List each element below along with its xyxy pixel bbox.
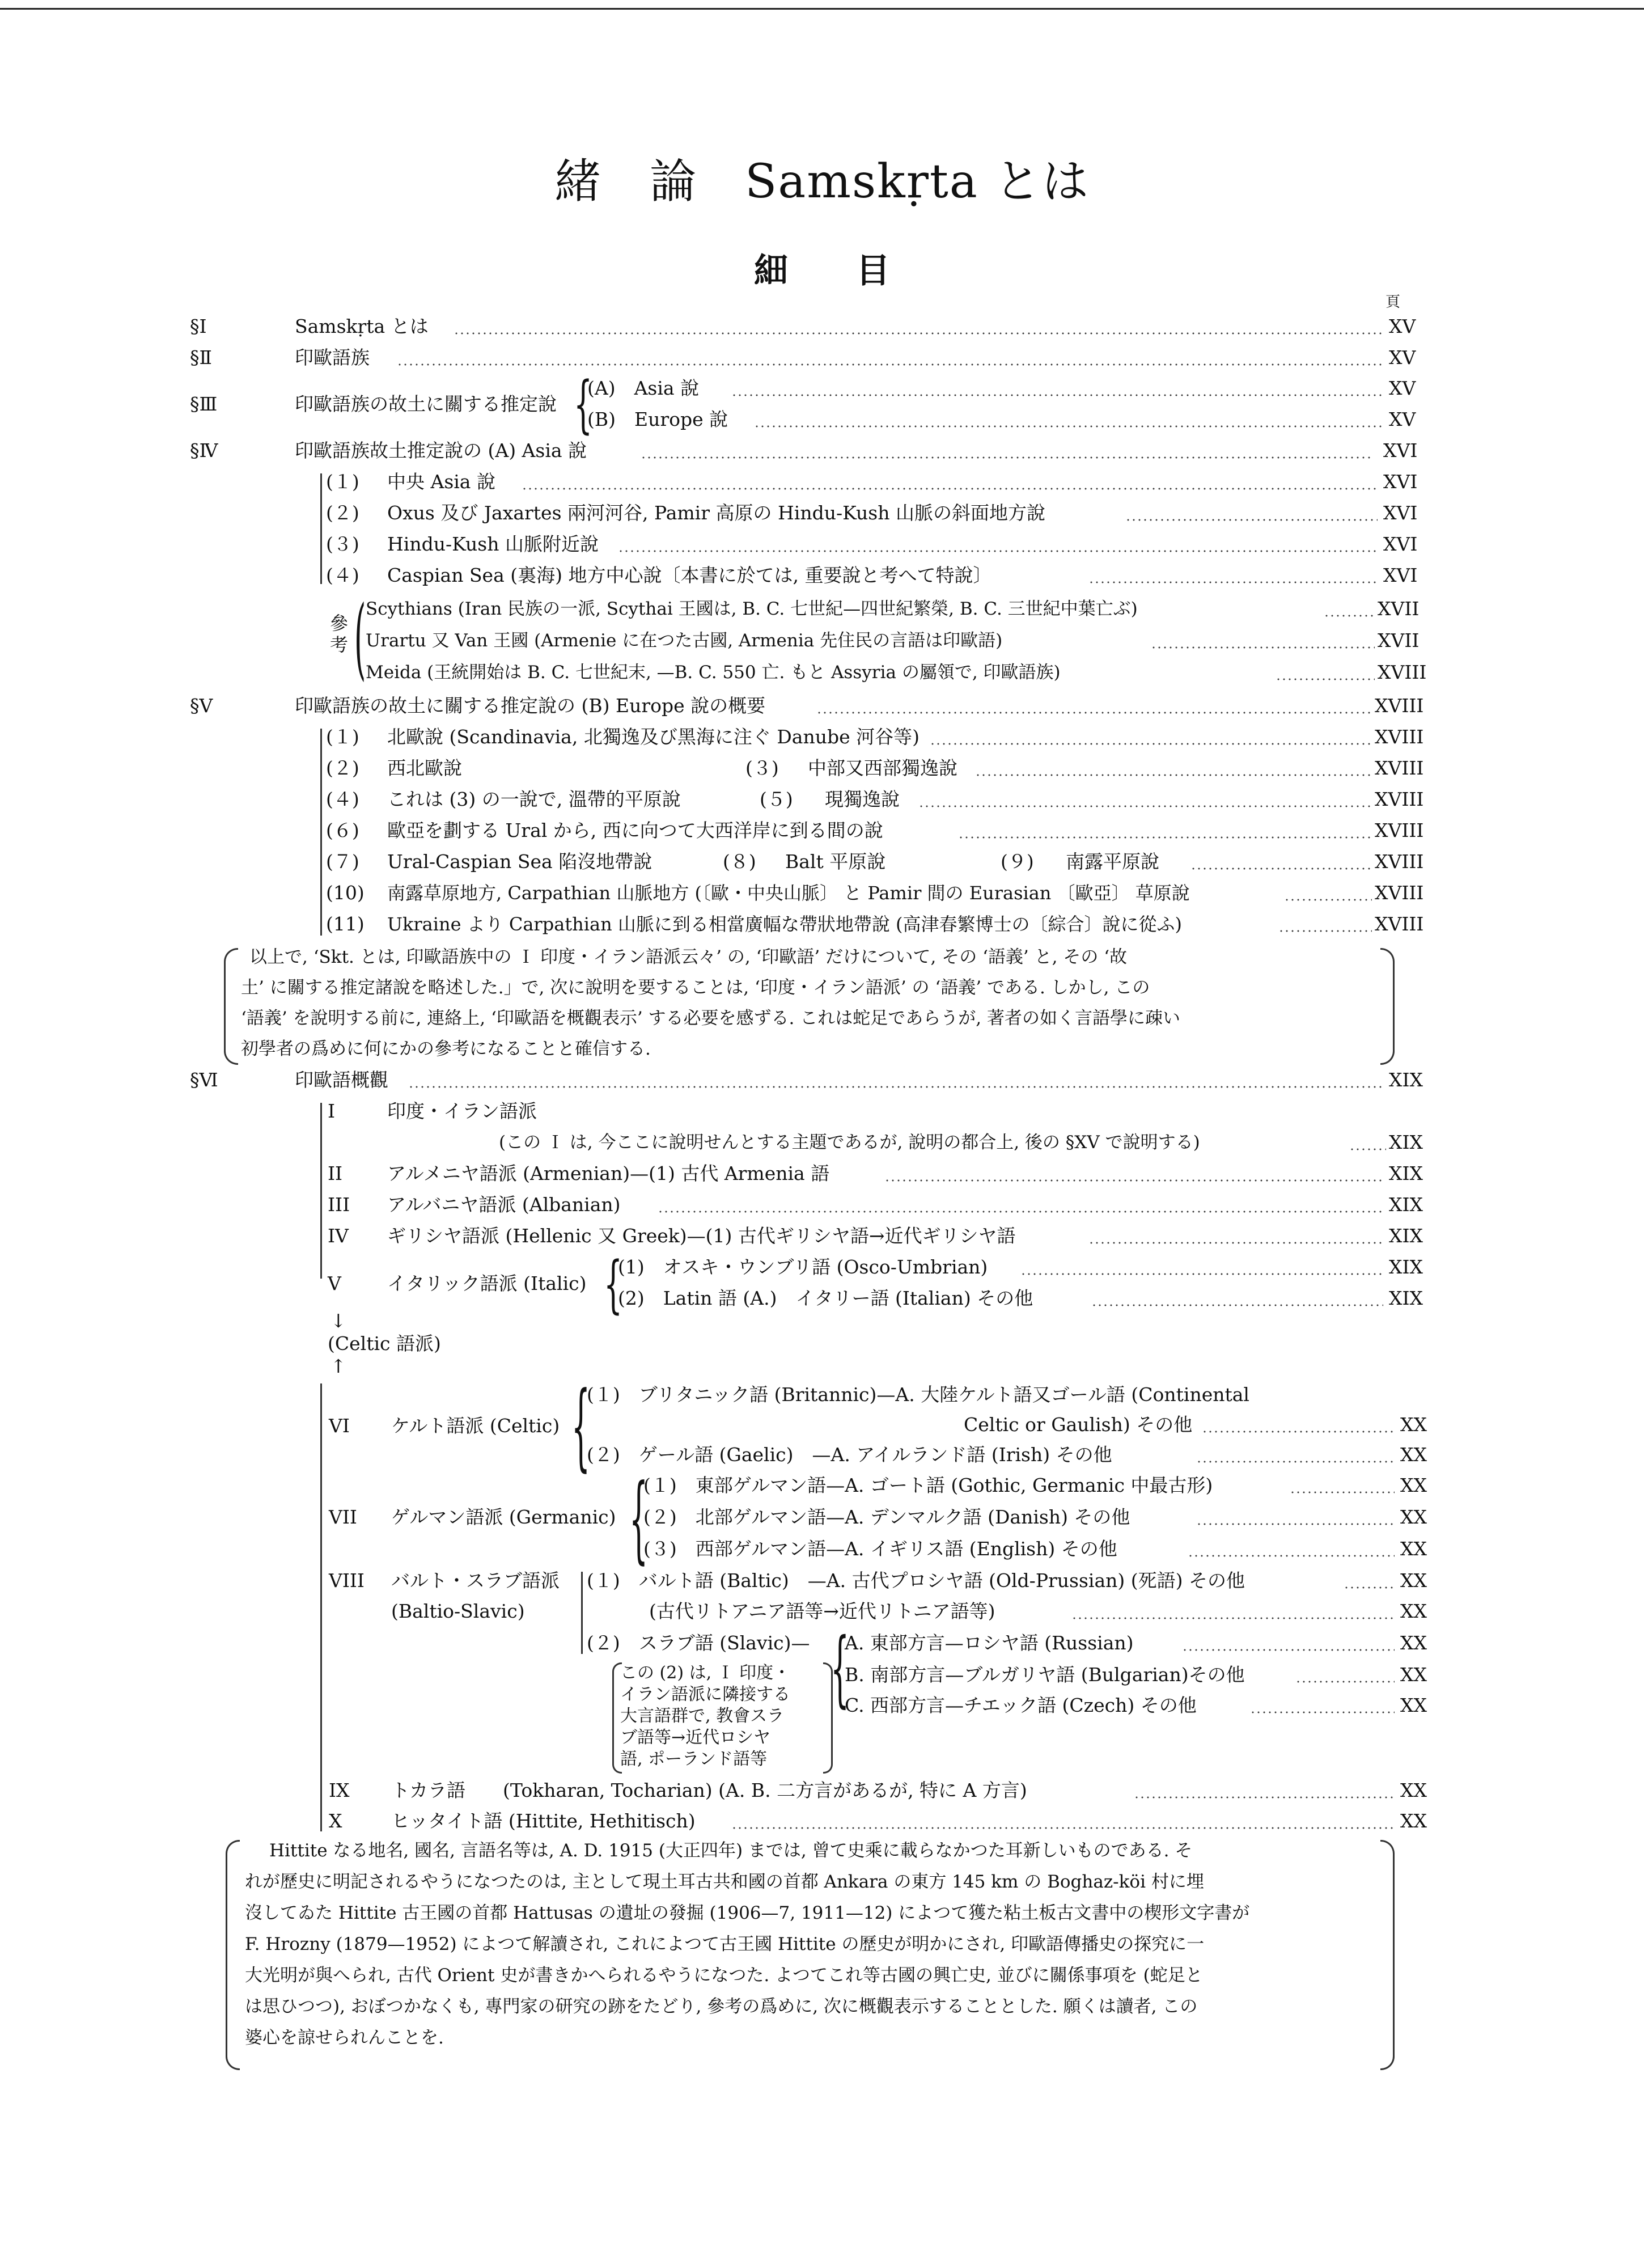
note-bracket-left — [224, 948, 238, 1065]
s5-item-page: XVIII — [1375, 819, 1424, 841]
leader-dots — [522, 488, 1378, 490]
s6-group-title: ケルト語派 (Celtic) — [391, 1415, 560, 1437]
s6-group-page: XX — [1400, 1810, 1427, 1832]
s6-group-page: XIX — [1389, 1225, 1423, 1247]
reference-label: 參考 — [329, 612, 348, 655]
leader-dots — [1196, 1461, 1395, 1463]
s6-subgroup-page: XX — [1400, 1600, 1427, 1622]
leader-dots — [1190, 868, 1372, 870]
brace: { — [831, 1622, 850, 1717]
section-6-page: XIX — [1389, 1069, 1423, 1091]
note-line: は思ひつつ), おぼつかなくも, 專門家の研究の跡をたどり, 參考の爲めに, 次に概觀表示することとした. 願くは讀者, この — [245, 1996, 1198, 2017]
s5-item-page: XVIII — [1375, 882, 1424, 904]
leader-dots — [1295, 1681, 1395, 1683]
s6-subgroup: (２) 北部ゲルマン語—A. デンマルク語 (Danish) その他 — [643, 1506, 1130, 1528]
s4-item-number: (４) — [326, 564, 359, 586]
section-4-number: §Ⅳ — [190, 439, 218, 462]
bracket-line — [320, 729, 322, 936]
s5-item-number: (11) — [326, 913, 365, 935]
section-2-number: §Ⅱ — [190, 346, 212, 369]
s5-item-text: 西北歐說 — [387, 757, 462, 779]
s6-dialect-page: XX — [1400, 1694, 1427, 1716]
leader-dots — [754, 425, 1383, 428]
s6-group-page: XIX — [1389, 1131, 1423, 1153]
s5-item-number: (10) — [326, 882, 365, 904]
arrow-up-icon: ↑ — [331, 1355, 346, 1377]
s6-subgroup-page: XX — [1400, 1538, 1427, 1560]
s5-item-text: 北歐說 (Scandinavia, 北獨逸及び黑海に注ぐ Danube 河谷等) — [387, 726, 920, 748]
s6-subgroup: (１) バルト語 (Baltic) —A. 古代プロシヤ語 (Old-Prussian) (死語) その他 — [587, 1569, 1245, 1592]
leader-dots — [1020, 1273, 1383, 1275]
s6-group-page: XIX — [1389, 1194, 1423, 1216]
section-1-page: XV — [1389, 315, 1416, 337]
s6-group-number: VIII — [329, 1569, 365, 1592]
s5-item-page: XVIII — [1375, 757, 1424, 779]
s6-group-title: アルバニヤ語派 (Albanian) — [387, 1194, 621, 1216]
s4-item-text: Oxus 及び Jaxartes 兩河河谷, Pamir 高原の Hindu-Kush 山脈の斜面地方說 — [387, 502, 1045, 524]
section-4-label: 印歐語族故土推定說の (A) Asia 說 — [295, 439, 587, 462]
s6-subgroup: (2) Latin 語 (A.) イタリー語 (Italian) その他 — [618, 1287, 1033, 1309]
s5-item-text: 現獨逸說 — [825, 788, 900, 810]
s6-subgroup-page: XIX — [1389, 1287, 1423, 1309]
section-2-label: 印歐語族 — [295, 346, 370, 369]
section-1-label: Samskṛta とは — [295, 315, 429, 337]
s5-item-number: (１) — [326, 726, 359, 748]
section-6-number: §Ⅵ — [190, 1069, 218, 1091]
leader-dots — [1196, 1523, 1395, 1525]
note-line: 土’ に關する推定諸說を略述した.」で, 次に說明を要することは, ‘印度・イラン語派’ の ‘語義’ である. しかし, この — [241, 978, 1150, 998]
section-2-page: XV — [1389, 346, 1416, 369]
s6-subgroup-page: XX — [1400, 1444, 1427, 1466]
s6-dialect: B. 南部方言—ブルガリヤ語 (Bulgarian)その他 — [845, 1664, 1245, 1686]
s6-group-title: ギリシヤ語派 (Hellenic 又 Greek)—(1) 古代ギリシヤ語→近代ギリシヤ語 — [387, 1225, 1016, 1247]
s4-item-page: XVI — [1383, 471, 1418, 493]
note-line: 婆心を諒せられんことを. — [245, 2028, 444, 2048]
s4-item-page: XVI — [1383, 502, 1418, 524]
s6-dialect-page: XX — [1400, 1664, 1427, 1686]
s6-subgroup: (古代リトアニア語等→近代リトニア語等) — [649, 1600, 995, 1622]
reference-page: XVII — [1378, 598, 1420, 620]
s5-item-page: XVIII — [1375, 726, 1424, 748]
s5-item-text: 南露平原說 — [1066, 850, 1159, 873]
note-line: F. Hrozny (1879—1952) によつて解讀され, これによつて古王國 Hittite の歷史が明かにされ, 印歐語傳播史の探究に一 — [245, 1934, 1205, 1954]
note-line: 沒してゐた Hittite 古王國の首都 Hattusas の遺址の發掘 (1906—7, 1911—12) によつて獲た粘土板古文書中の楔形文字書が — [245, 1903, 1250, 1923]
brace: { — [604, 1249, 623, 1321]
s6-subgroup-page: XX — [1400, 1506, 1427, 1528]
leader-dots — [731, 1827, 1395, 1829]
s6-subgroup: (３) 西部ゲルマン語—A. イギリス語 (English) その他 — [643, 1538, 1117, 1560]
bracket-line — [320, 473, 322, 584]
s6-subgroup: (１) 東部ゲルマン語—A. ゴート語 (Gothic, Germanic 中最古形) — [643, 1474, 1213, 1496]
leader-dots — [1151, 646, 1375, 649]
s5-item-page: XVIII — [1375, 850, 1424, 873]
s5-item-text: 南露草原地方, Carpathian 山脈地方 (〔歐・中央山脈〕 と Pamir 間の Eurasian 〔歐亞〕 草原說 — [387, 882, 1190, 904]
celtic-note: (Celtic 語派) — [328, 1332, 441, 1355]
page-subtitle: 細 目 — [754, 251, 890, 291]
s6-group-title: ゲルマン語派 (Germanic) — [391, 1506, 616, 1528]
reference-item: Urartu 又 Van 王國 (Armenie に在つた古國, Armenia 先住民の言語は印歐語) — [366, 631, 1003, 651]
s5-item-number: (９) — [1001, 850, 1034, 873]
note-line: Hittite なる地名, 國名, 言語名等は, A. D. 1915 (大正四年) までは, 曾て史乘に載らなかつた耳新しいものである. そ — [269, 1840, 1193, 1861]
s6-group-note: (この Ｉ は, 今ここに說明せんとする主題であるが, 說明の都合上, 後の §XV で說明する) — [499, 1132, 1200, 1153]
brace: { — [629, 1466, 649, 1575]
s5-item-page: XVIII — [1375, 788, 1424, 810]
leader-dots — [1290, 1491, 1395, 1493]
s6-subgroup: (１) ブリタニック語 (Britannic)—A. 大陸ケルト語又ゴール語 (Continental — [587, 1383, 1249, 1406]
brace: ( — [354, 589, 366, 691]
s6-dialect: A. 東部方言—ロシヤ語 (Russian) — [845, 1632, 1134, 1654]
leader-dots — [930, 743, 1372, 745]
s6-group-title: アルメニヤ語派 (Armenian)—(1) 古代 Armenia 語 — [387, 1162, 830, 1184]
leader-dots — [641, 456, 1372, 459]
s4-item-page: XVI — [1383, 533, 1418, 555]
s6-subgroup-page: XX — [1400, 1569, 1427, 1592]
s4-item-text: Caspian Sea (裏海) 地方中心說〔本書に於ては, 重要說と考へて特說〕 — [387, 564, 992, 586]
side-note-bracket-right — [823, 1662, 833, 1774]
leader-dots — [1134, 1796, 1395, 1799]
s6-group-page: XIX — [1389, 1162, 1423, 1184]
s6-group-page: XX — [1400, 1779, 1427, 1801]
s6-group-title-en: (Baltio-Slavic) — [391, 1600, 525, 1622]
leader-dots — [1088, 1242, 1383, 1244]
s6-group-number: IV — [328, 1225, 349, 1247]
note-line: 以上で, ‘Skt. とは, 印歐語族中の Ｉ 印度・イラン語派云々’ の, ‘印歐語’ だけについて, その ‘語義’ と, その ‘故 — [249, 947, 1128, 967]
s4-item-page: XVI — [1383, 564, 1418, 586]
brace: { — [574, 369, 593, 441]
note-line: ‘語義’ を說明する前に, 連絡上, ‘印歐語を概觀表示’ する必要を感ずる. これは蛇足であらうが, 著者の如く言語學に疎い — [241, 1008, 1180, 1029]
note-bracket-right — [1380, 948, 1395, 1065]
leader-dots — [454, 332, 1383, 335]
s4-item-number: (１) — [326, 471, 359, 493]
side-note-line: この (2) は, Ｉ 印度・ — [620, 1663, 791, 1683]
s6-group-title: 印度・イラン語派 — [387, 1100, 537, 1122]
s4-item-number: (３) — [326, 533, 359, 555]
reference-page: XVIII — [1378, 661, 1427, 683]
leader-dots — [975, 774, 1372, 776]
leader-dots — [1091, 1304, 1383, 1306]
s6-subgroup-page: XX — [1400, 1414, 1427, 1436]
leader-dots — [1088, 581, 1378, 583]
leader-dots — [1182, 1649, 1395, 1651]
s5-item-number: (６) — [326, 819, 359, 841]
side-note-line: 語, ポーランド語等 — [620, 1749, 768, 1769]
s6-subgroup: (1) オスキ・ウンブリ語 (Osco-Umbrian) — [618, 1256, 988, 1278]
note-bracket-left — [226, 1840, 240, 2070]
s6-group-title: トカラ語 (Tokharan, Tocharian) (A. B. 二方言があるが, 特に A 方言) — [391, 1779, 1027, 1801]
s5-item-text: 中部又西部獨逸說 — [808, 757, 957, 779]
leader-dots — [731, 394, 1383, 396]
page-title: 緒 論 Samskṛta とは — [554, 155, 1090, 209]
section-6-label: 印歐語概觀 — [295, 1069, 388, 1091]
s5-item-text: 歐亞を劃する Ural から, 西に向つて大西洋岸に到る間の說 — [387, 819, 883, 841]
s5-item-page: XVIII — [1375, 913, 1424, 935]
s5-item-number: (２) — [326, 757, 359, 779]
s6-group-number: VI — [329, 1415, 350, 1437]
section-5-label: 印歐語族の故土に關する推定說の (B) Europe 說の概要 — [295, 695, 766, 717]
s6-group-number: II — [328, 1162, 343, 1184]
leader-dots — [1284, 899, 1372, 901]
bracket-line — [320, 1383, 322, 1831]
s4-item-number: (２) — [326, 502, 359, 524]
s6-group-number: III — [328, 1194, 350, 1216]
section-5-page: XVIII — [1375, 695, 1424, 717]
s6-group-number: V — [328, 1272, 341, 1294]
leader-dots — [397, 363, 1383, 366]
leader-dots — [1188, 1555, 1395, 1557]
s5-item-number: (７) — [326, 850, 359, 873]
s6-group-number: X — [329, 1810, 342, 1832]
reference-page: XVII — [1378, 629, 1420, 651]
leader-dots — [884, 1179, 1383, 1182]
leader-dots — [1278, 930, 1372, 932]
s6-subgroup-page: XIX — [1389, 1256, 1423, 1278]
leader-dots — [1276, 678, 1375, 680]
note-line: れが歷史に明記されるやうになつたのは, 主として現土耳古共和國の首都 Ankara の東方 145 km の Boghaz-köi 村に埋 — [245, 1872, 1204, 1892]
s4-item-text: Hindu-Kush 山脈附近說 — [387, 533, 599, 555]
s5-item-number: (３) — [745, 757, 779, 779]
section-3-number: §Ⅲ — [190, 393, 218, 415]
leader-dots — [618, 550, 1378, 552]
s5-item-number: (８) — [723, 850, 756, 873]
leader-dots — [1250, 1711, 1395, 1713]
leader-dots — [658, 1211, 1383, 1213]
s5-item-number: (５) — [760, 788, 793, 810]
bracket-line — [581, 1572, 583, 1654]
section-4-page: XVI — [1383, 439, 1418, 462]
section-3-b-label: (B) Europe 說 — [587, 408, 728, 430]
section-1-number: §Ⅰ — [190, 315, 207, 337]
reference-item: Scythians (Iran 民族の一派, Scythai 王國は, B. C. 七世紀—四世紀繁榮, B. C. 三世紀中葉亡ぶ) — [366, 599, 1138, 619]
s6-subgroup: Celtic or Gaulish) その他 — [964, 1414, 1193, 1436]
s5-item-text: これは (3) の一說で, 溫帶的平原說 — [387, 788, 681, 810]
leader-dots — [1202, 1431, 1395, 1433]
section-5-number: §Ⅴ — [190, 695, 213, 717]
side-note-line: 大言語群で, 教會スラ — [620, 1706, 785, 1726]
s6-group-number: I — [328, 1100, 336, 1122]
s6-subgroup: (２) スラブ語 (Slavic)— — [587, 1632, 810, 1654]
leader-dots — [1349, 1148, 1386, 1150]
s6-group-title: ヒッタイト語 (Hittite, Hethitisch) — [391, 1810, 696, 1832]
s5-item-number: (４) — [326, 788, 359, 810]
s6-group-number: VII — [329, 1506, 357, 1528]
s6-subgroup: (２) ゲール語 (Gaelic) —A. アイルランド語 (Irish) その他 — [587, 1444, 1112, 1466]
page-column-header: 頁 — [1385, 294, 1401, 311]
reference-item: Meida (王統開始は B. C. 七世紀末, —B. C. 550 亡. もと Assyria の屬領で, 印歐語族) — [366, 662, 1061, 683]
s6-dialect: C. 西部方言—チエック語 (Czech) その他 — [845, 1694, 1197, 1716]
section-3-a-page: XV — [1389, 377, 1416, 399]
note-bracket-right — [1380, 1840, 1395, 2070]
top-rule — [0, 8, 1644, 10]
note-line: 大光明が與へられ, 古代 Orient 史が書きかへられるやうになつた. よつてこれ等古國の興亡史, 並びに關係事項を (蛇足と — [245, 1965, 1203, 1986]
s5-item-text: Ukraine より Carpathian 山脈に到る相當廣幅な帶狀地帶說 (高津春繁博士の〔綜合〕說に從ふ) — [387, 913, 1182, 935]
note-line: 初學者の爲めに何にかの參考になることと確信する. — [241, 1039, 651, 1059]
s6-dialect-page: XX — [1400, 1632, 1427, 1654]
leader-dots — [1125, 519, 1378, 521]
leader-dots — [1324, 615, 1375, 617]
arrow-down-icon: ↓ — [331, 1310, 346, 1332]
s5-item-text: Balt 平原說 — [785, 850, 886, 873]
s6-group-title: バルト・スラブ語派 — [391, 1569, 560, 1592]
s5-item-text: Ural-Caspian Sea 陷沒地帶說 — [387, 850, 652, 873]
leader-dots — [918, 805, 1372, 807]
side-note-line: ブ語等→近代ロシヤ — [620, 1728, 771, 1747]
leader-dots — [408, 1086, 1383, 1088]
bracket-line — [320, 1103, 322, 1279]
side-note-line: イラン語派に隣接する — [620, 1685, 790, 1704]
brace: { — [571, 1373, 591, 1483]
s6-group-number: IX — [329, 1779, 350, 1801]
leader-dots — [958, 836, 1372, 839]
section-3-label: 印歐語族の故土に關する推定說 — [295, 393, 557, 415]
s6-group-title: イタリック語派 (Italic) — [387, 1272, 587, 1294]
section-3-a-label: (A) Asia 說 — [587, 377, 700, 399]
leader-dots — [1071, 1617, 1395, 1619]
s6-subgroup-page: XX — [1400, 1474, 1427, 1496]
leader-dots — [1344, 1586, 1395, 1589]
section-3-b-page: XV — [1389, 408, 1416, 430]
s4-item-text: 中央 Asia 說 — [387, 471, 495, 493]
leader-dots — [816, 712, 1372, 714]
